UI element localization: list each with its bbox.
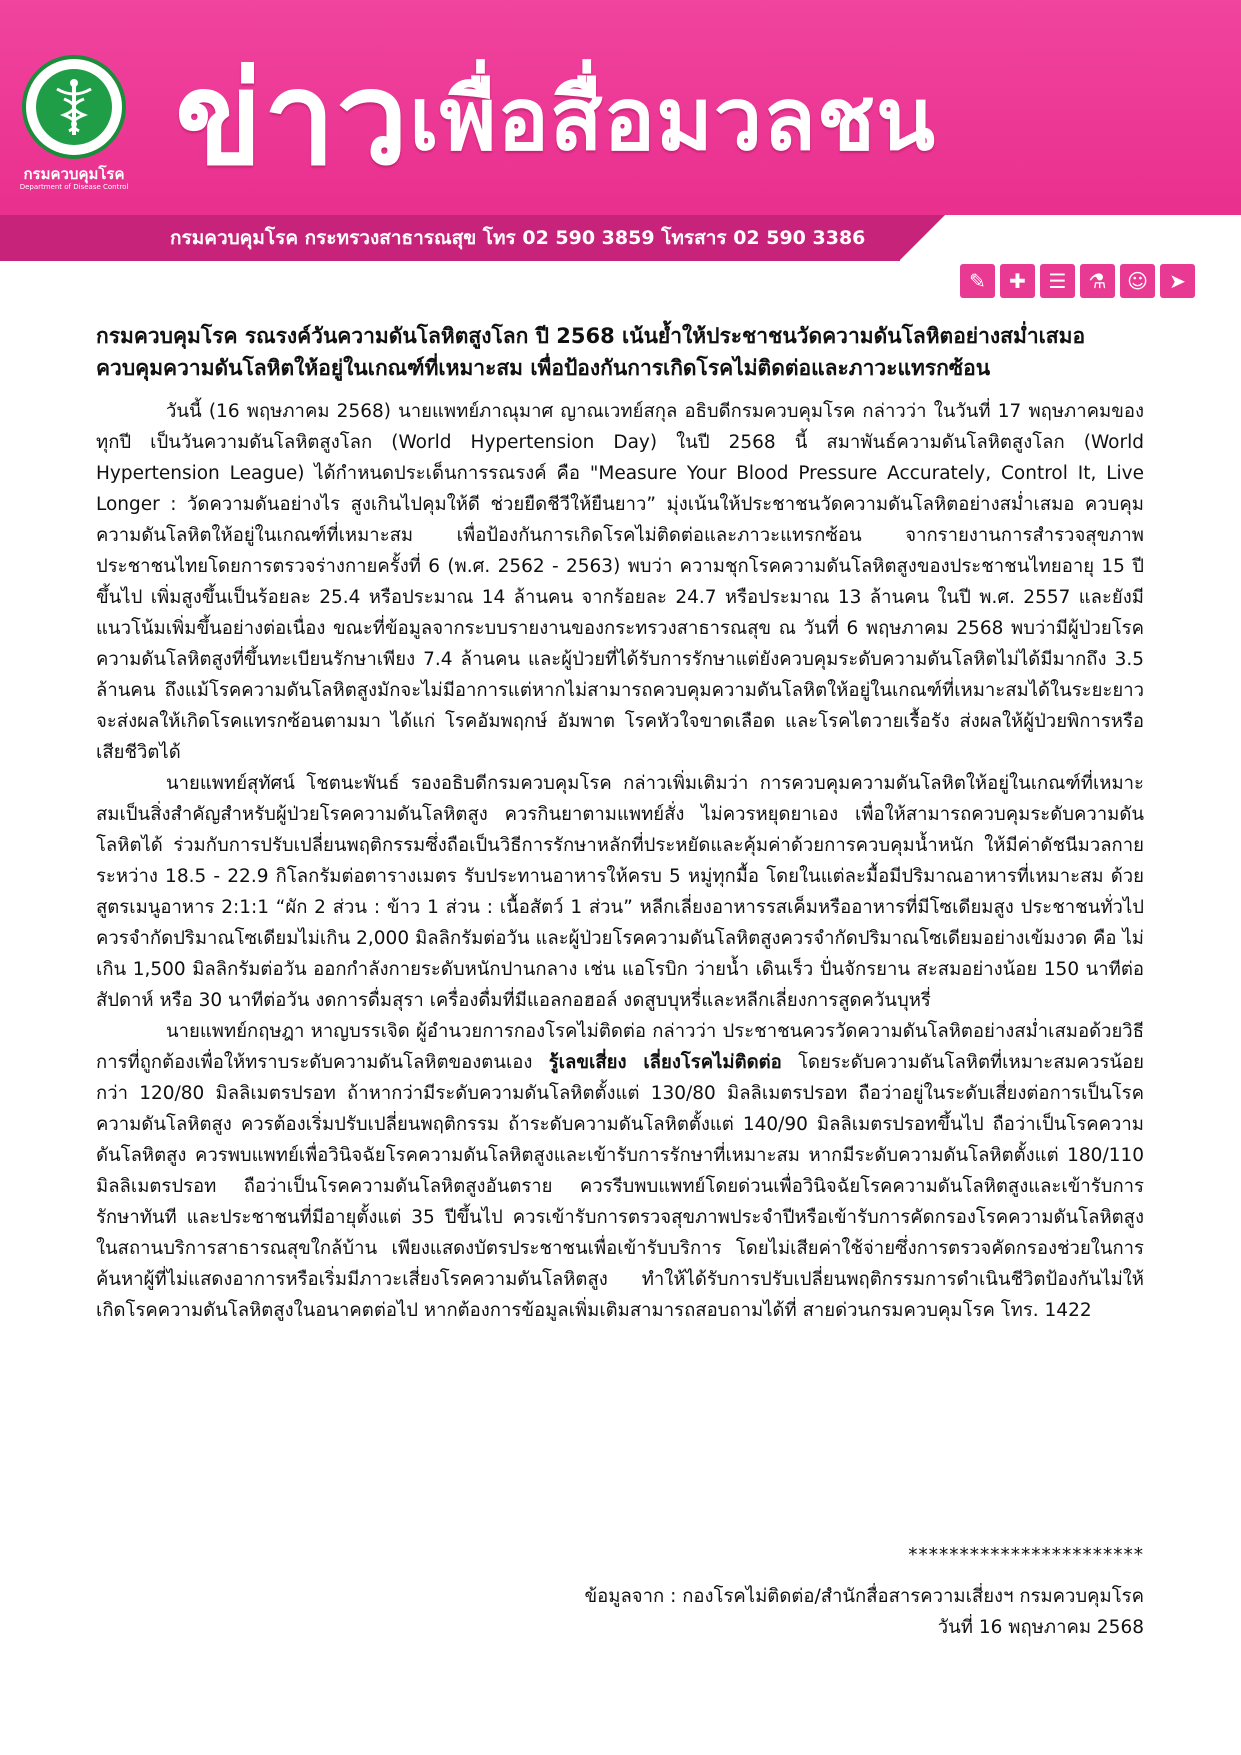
syringe-icon: ✎ — [960, 264, 995, 298]
caduceus-icon — [49, 77, 99, 137]
megaphone-icon: ➤ — [1160, 264, 1195, 298]
cross-icon: ✚ — [1000, 264, 1035, 298]
page-header — [0, 0, 1241, 293]
flask-icon: ⚗ — [1080, 264, 1115, 298]
release-date: วันที่ 16 พฤษภาคม 2568 — [937, 1617, 1144, 1638]
header-title — [175, 40, 936, 200]
header-title-sub: เพื่อสื่อมวลชน — [409, 70, 936, 170]
slogan-bold: รู้เลขเสี่ยง เลี่ยงโรคไม่ติดต่อ — [548, 1052, 782, 1073]
logo-subtitle: Department of Disease Control — [19, 183, 129, 191]
paragraph-2: นายแพทย์สุทัศน์ โชตนะพันธ์ รองอธิบดีกรมควบคุมโรค กล่าวเพิ่มเติมว่า การควบคุมความดันโลหิตให้อยู่ในเกณฑ์ที่เหมาะสมเป็นสิ่งสำคัญสำหรับผู้ป่วยโรคความดันโลหิตสูง ควรกินยาตามแพทย์สั่ง ไม่ควรหยุดยาเอง เพื่อให้สามารถควบคุมระดับความดันโลหิตได้ ร่วมกับการปรับเปลี่ยนพฤติกรรมซึ่งถือเป็นวิธีการรักษาหลักที่ประหยัดและคุ้มค่าด้วยการควบคุมน้ำหนัก ให้มีค่าดัชนีมวลกาย ระหว่าง 18.5 - 22.9 กิโลกรัมต่อตารางเมตร รับประทานอาหารให้ครบ 5 หมู่ทุกมื้อ โดยในแต่ละมื้อมีปริมาณอาหารที่เหมาะสม ด้วยสูตรเมนูอาหาร 2:1:1 “ผัก 2 ส่วน : ข้าว 1 ส่วน : เนื้อสัตว์ 1 ส่วน” หลีกเลี่ยงอาหารรสเค็มหรืออาหารที่มีโซเดียมสูง ประชาชนทั่วไปควรจำกัดปริมาณโซเดียมไม่เกิน 2,000 มิลลิกรัมต่อวัน และผู้ป่วยโรคความดันโลหิตสูงควรจำกัดปริมาณโซเดียมอย่างเข้มงวด คือ ไม่เกิน 1,500 มิลลิกรัมต่อวัน ออกกำลังกายระดับหนักปานกลาง เช่น แอโรบิก ว่ายน้ำ เดินเร็ว ปั่นจักรยาน สะสมอย่างน้อย 150 นาทีต่อสัปดาห์ หรือ 30 นาทีต่อวัน งดการดื่มสุรา เครื่องดื่มที่มีแอลกอฮอล์ งดสูบบุหรี่และหลีกเลี่ยงการสูดควันบุหรี่ — [96, 773, 1144, 1011]
logo-seal — [22, 55, 126, 159]
article-footer — [444, 1540, 1144, 1643]
logo-name: กรมควบคุมโรค — [23, 165, 125, 183]
article-body — [96, 320, 1144, 1326]
header-icon-row — [960, 264, 1195, 300]
document-icon: ☰ — [1040, 264, 1075, 298]
paragraph-1: วันนี้ (16 พฤษภาคม 2568) นายแพทย์ภาณุมาศ ญาณเวทย์สกุล อธิบดีกรมควบคุมโรค กล่าวว่า ในวันที่ 17 พฤษภาคมของทุกปี เป็นวันความดันโลหิตสูงโลก (World Hypertension Day) ในปี 2568 นี้ สมาพันธ์ความดันโลหิตสูงโลก (World Hypertension League) ได้กำหนดประเด็นการรณรงค์ คือ "Measure Your Blood Pressure Accurately, Control It, Live Longer : วัดความดันอย่างไร สูงเกินไปคุมให้ดี ช่วยยืดชีวีให้ยืนยาว” มุ่งเน้นให้ประชาชนวัดความดันโลหิตอย่างสม่ำเสมอ ควบคุมความดันโลหิตให้อยู่ในเกณฑ์ที่เหมาะสม เพื่อป้องกันการเกิดโรคไม่ติดต่อและภาวะแทรกซ้อน จากรายงานการสำรวจสุขภาพประชาชนไทยโดยการตรวจร่างกายครั้งที่ 6 (พ.ศ. 2562 - 2563) พบว่า ความชุกโรคความดันโลหิตสูงของประชาชนไทยอายุ 15 ปีขึ้นไป เพิ่มสูงขึ้นเป็นร้อยละ 25.4 หรือประมาณ 14 ล้านคน จากร้อยละ 24.7 หรือประมาณ 13 ล้านคน ในปี พ.ศ. 2557 และยังมีแนวโน้มเพิ่มขึ้นอย่างต่อเนื่อง ขณะที่ข้อมูลจากระบบรายงานของกระทรวงสาธารณสุข ณ วันที่ 6 พฤษภาคม 2568 พบว่ามีผู้ป่วยโรคความดันโลหิตสูงที่ขึ้นทะเบียนรักษาเพียง 7.4 ล้านคน และผู้ป่วยที่ได้รับการรักษาแต่ยังควบคุมระดับความดันโลหิตไม่ได้มีมากถึง 3.5 ล้านคน ถึงแม้โรคความดันโลหิตสูงมักจะไม่มีอาการแต่หากไม่สามารถควบคุมความดันโลหิตให้อยู่ในเกณฑ์ที่เหมาะสมได้ในระยะยาวจะส่งผลให้เกิดโรคแทรกซ้อนตามมา ได้แก่ โรคอัมพฤกษ์ อัมพาต โรคหัวใจขาดเลือด และโรคไตวายเรื้อรัง ส่งผลให้ผู้ป่วยพิการหรือเสียชีวิตได้ — [96, 401, 1144, 763]
paragraph-3 — [96, 1016, 1144, 1326]
contact-info: กรมควบคุมโรค กระทรวงสาธารณสุข โทร 02 590 3859 โทรสาร 02 590 3386 — [170, 227, 866, 249]
article-headline: กรมควบคุมโรค รณรงค์วันความดันโลหิตสูงโลก ปี 2568 เน้นย้ำให้ประชาชนวัดความดันโลหิตอย่างสม่ำเสมอ ควบคุมความดันโลหิตให้อยู่ในเกณฑ์ที่เหมาะสม เพื่อป้องกันการเกิดโรคไม่ติดต่อและภาวะแทรกซ้อน — [96, 324, 1086, 380]
ministry-logo — [18, 55, 130, 205]
paragraph-3-end: โดยระดับความดันโลหิตที่เหมาะสมควรน้อยกว่า 120/80 มิลลิเมตรปรอท ถ้าหากว่ามีระดับความดันโลหิตตั้งแต่ 130/80 มิลลิเมตรปรอท ถือว่าอยู่ในระดับเสี่ยงต่อการเป็นโรคความดันโลหิตสูง ควรต้องเริ่มปรับเปลี่ยนพฤติกรรม ถ้าระดับความดันโลหิตตั้งแต่ 140/90 มิลลิเมตรปรอทขึ้นไป ถือว่าเป็นโรคความดันโลหิตสูง ควรพบแพทย์เพื่อวินิจฉัยโรคความดันโลหิตสูงและเข้ารับการรักษาที่เหมาะสม หากมีระดับความดันโลหิตตั้งแต่ 180/110 มิลลิเมตรปรอท ถือว่าเป็นโรคความดันโลหิตสูงอันตราย ควรรีบพบแพทย์โดยด่วนเพื่อวินิจฉัยโรคความดันโลหิตสูงและเข้ารับการรักษาทันที และประชาชนที่มีอายุตั้งแต่ 35 ปีขึ้นไป ควรเข้ารับการตรวจสุขภาพประจำปีหรือเข้ารับการคัดกรองโรคความดันโลหิตสูงในสถานบริการสาธารณสุขใกล้บ้าน เพียงแสดงบัตรประชาชนเพื่อเข้ารับบริการ โดยไม่เสียค่าใช้จ่ายซึ่งการตรวจคัดกรองช่วยในการค้นหาผู้ที่ไม่แสดงอาการหรือเริ่มมีภาวะเสี่ยงโรคความดันโลหิตสูง ทำให้ได้รับการปรับเปลี่ยนพฤติกรรมการดำเนินชีวิตป้องกันไม่ให้เกิดโรคความดันโลหิตสูงในอนาคตต่อไป หากต้องการข้อมูลเพิ่มเติมสามารถสอบถามได้ที่ สายด่วนกรมควบคุมโรค โทร. 1422 — [96, 1052, 1145, 1321]
separator-stars: *********************** — [908, 1545, 1144, 1566]
source-credit: ข้อมูลจาก : กองโรคไม่ติดต่อ/สำนักสื่อสารความเสี่ยงฯ กรมควบคุมโรค — [584, 1586, 1144, 1607]
header-title-main: ข่าว — [175, 45, 410, 194]
speech-icon: ☺ — [1120, 264, 1155, 298]
paragraph-3-start: นายแพทย์กฤษฎา หาญบรรเจิด ผู้อำนวยการกองโรคไม่ติดต่อ กล่าวว่า ประชาชนควรวัดความดันโลหิตอย่างสม่ำเสมอด้วยวิธีการที่ถูกต้องเพื่อให้ทราบระดับความดันโลหิตของตนเอง — [96, 1021, 1144, 1073]
